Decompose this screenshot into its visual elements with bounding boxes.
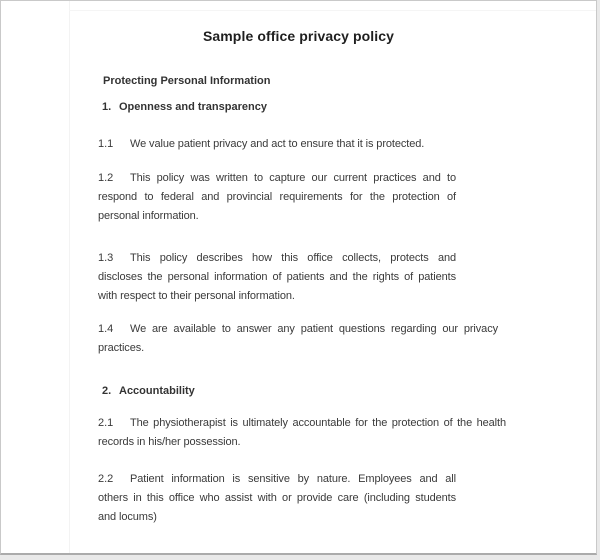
clause-line (98, 470, 456, 489)
page-edge-artifact-vertical (69, 1, 70, 553)
section-title: Accountability (119, 385, 195, 397)
section-number: 1. (102, 101, 112, 113)
clause-1-3 (98, 249, 456, 306)
clause-text: We value patient privacy and act to ensure that it is protected. (130, 138, 425, 150)
clause-1-2 (98, 169, 456, 226)
clause-line: with respect to their personal information. (98, 290, 295, 302)
document-subtitle: Protecting Personal Information (103, 75, 271, 87)
clause-2-2 (98, 470, 456, 527)
clause-text: This policy describes how this office collects, protects and (130, 252, 456, 264)
clause-number: 2.2 (98, 473, 114, 485)
clause-number: 2.1 (98, 417, 114, 429)
page-edge-artifact-horizontal (69, 10, 596, 11)
clause-text: This policy was written to capture our current practices and to (130, 172, 456, 184)
clause-line (98, 320, 498, 339)
clause-line: discloses the personal information of patients and the rights of patients (98, 271, 456, 283)
clause-line: practices. (98, 342, 145, 354)
clause-2-1 (98, 414, 506, 452)
clause-line: records in his/her possession. (98, 436, 241, 448)
document-title: Sample office privacy policy (202, 28, 395, 44)
clause-line: and locums) (98, 511, 157, 523)
clause-line (98, 169, 456, 188)
clause-line (98, 414, 506, 433)
clause-text: We are available to answer any patient questions regarding our privacy (130, 323, 498, 335)
clause-line: respond to federal and provincial requirements for the protection of (98, 191, 456, 203)
clause-number: 1.1 (98, 138, 114, 150)
clause-1-1 (98, 135, 456, 154)
section-title: Openness and transparency (119, 101, 267, 113)
section-heading-1 (102, 98, 267, 117)
section-heading-2 (102, 382, 195, 401)
clause-line (98, 249, 456, 268)
clause-line: others in this office who assist with or provide care (including students (98, 492, 456, 504)
clause-text: The physiotherapist is ultimately accountable for the protection of the health (130, 417, 506, 429)
clause-1-4 (98, 320, 498, 358)
clause-line (98, 135, 456, 154)
clause-line: personal information. (98, 210, 199, 222)
clause-number: 1.2 (98, 172, 114, 184)
clause-number: 1.4 (98, 323, 114, 335)
clause-number: 1.3 (98, 252, 114, 264)
clause-text: Patient information is sensitive by nature. Employees and all (130, 473, 456, 485)
section-number: 2. (102, 385, 112, 397)
